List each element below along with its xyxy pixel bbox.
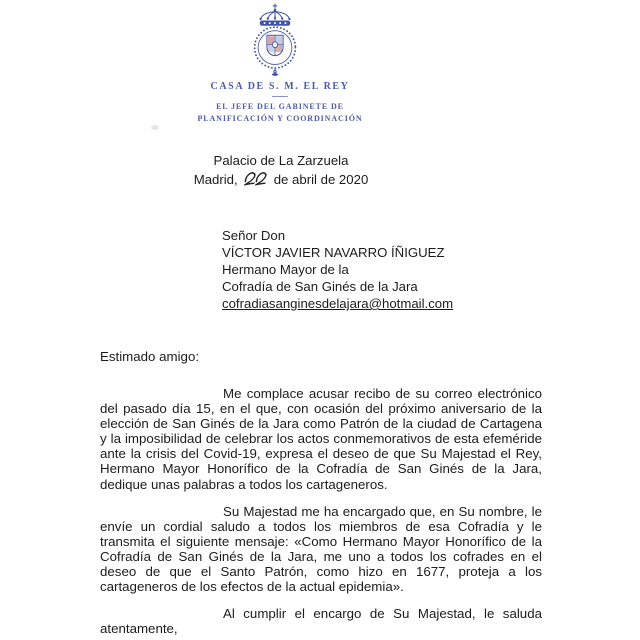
paragraph-1: Me complace acusar recibo de su correo electrónico del pasado día 15, en el que, con ocasión del próximo aniversario de la elección de San Ginés de la Jara como Patrón de la ciudad de Cartagena y la imposibilidad de celebrar los actos conmemorativos de esta efeméride ante la crisis del Covid-19, expresa el deseo de que Su Majestad el Rey, Hermano Mayor Honorífico de la Cofradía de San Ginés de la Jara, dedique unas palabras a todos los cartageneros. — [100, 386, 542, 492]
organization-name: CASA DE S. M. EL REY — [210, 81, 350, 92]
dateline-place: Palacio de La Zarzuela — [213, 153, 349, 168]
recipient-title: Señor Don — [222, 228, 286, 243]
department-line-1: EL JEFE DEL GABINETE DE — [216, 102, 344, 111]
department-line-2: PLANIFICACIÓN Y COORDINACIÓN — [197, 114, 363, 123]
recipient-block — [222, 227, 453, 312]
dateline-date — [120, 169, 442, 189]
dateline-city: Madrid, — [193, 172, 238, 187]
handwritten-day — [242, 169, 272, 189]
greeting: Estimado amigo: — [100, 349, 200, 364]
recipient-name: VÍCTOR JAVIER NAVARRO ÍÑIGUEZ — [222, 245, 445, 260]
dateline — [120, 152, 442, 189]
scan-smudge — [151, 125, 159, 130]
recipient-role-1: Hermano Mayor de la — [222, 262, 349, 277]
letterhead-divider — [272, 96, 288, 97]
dateline-rest: de abril de 2020 — [273, 172, 369, 187]
letter-body — [100, 349, 542, 636]
royal-coat-of-arms-icon — [247, 3, 303, 77]
paragraph-2: Su Majestad me ha encargado que, en Su nombre, le envíe un cordial saludo a todos los miembros de esa Cofradía y le transmita el siguiente mensaje: «Como Hermano Mayor Honorífico de la Cofradía de San Ginés de la Jara, me uno a todos los cofrades en el deseo de que el Santo Patrón, como hizo en 1677, proteja a los cartageneros de los efectos de la actual epidemia». — [100, 503, 542, 595]
recipient-email-link[interactable]: cofradiasanginesdelajara@hotmail.com — [222, 296, 454, 311]
paragraph-3: Al cumplir el encargo de Su Majestad, le saluda atentamente, — [100, 606, 542, 637]
letterhead — [120, 80, 440, 125]
recipient-role-2: Cofradía de San Ginés de la Jara — [222, 279, 418, 294]
